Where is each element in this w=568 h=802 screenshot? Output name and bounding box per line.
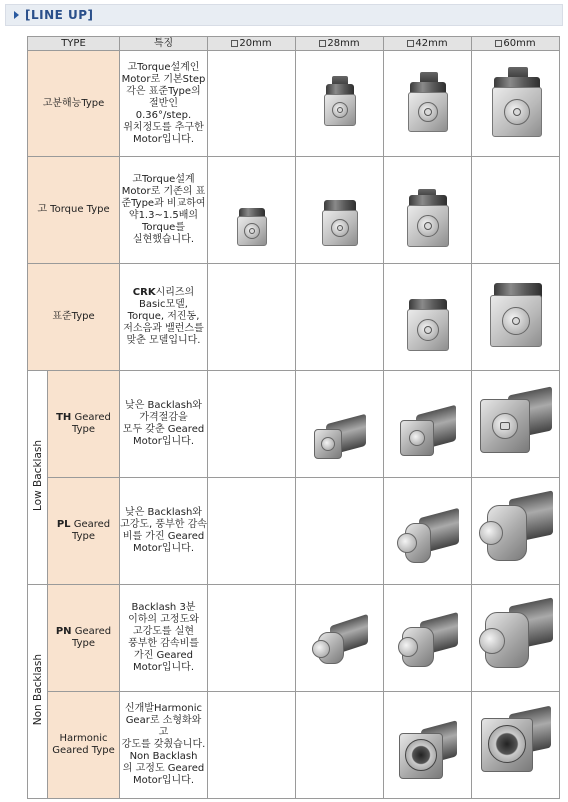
motor-image xyxy=(472,51,560,157)
table-row xyxy=(28,371,560,478)
cell-empty xyxy=(208,264,296,371)
table-row xyxy=(28,264,560,371)
type-label: PL Geared Type xyxy=(48,478,120,585)
type-label: TH Geared Type xyxy=(48,371,120,478)
motor-image xyxy=(384,264,472,371)
cell-empty xyxy=(208,478,296,585)
feature-description: CRK시리즈의 Basic모델, Torque, 저진동, 저소음과 밸런스를 맞춘 모델입니다. xyxy=(120,264,208,371)
square-icon xyxy=(319,40,326,47)
motor-image xyxy=(296,157,384,264)
type-label: PN Geared Type xyxy=(48,585,120,692)
geared-motor-image xyxy=(296,371,384,478)
table-row xyxy=(28,51,560,157)
section-title: [LINE UP] xyxy=(25,8,94,22)
feature-description: 낮은 Backlash와 가격절감을 모두 갖춘 Geared Motor입니다. xyxy=(120,371,208,478)
table-row xyxy=(28,585,560,692)
cell-empty xyxy=(296,478,384,585)
column-header-feature: 특징 xyxy=(120,37,208,51)
cell-empty xyxy=(208,692,296,799)
group-label-low-backlash: Low Backlash xyxy=(28,371,48,585)
column-header-28mm: 28mm xyxy=(296,37,384,51)
feature-description: Backlash 3분 이하의 고정도와 고강도를 실현 풍부한 감속비를 가진 Geared Motor입니다. xyxy=(120,585,208,692)
square-icon xyxy=(407,40,414,47)
geared-motor-image xyxy=(472,478,560,585)
table-row xyxy=(28,692,560,799)
square-icon xyxy=(231,40,238,47)
table-row xyxy=(28,157,560,264)
cell-empty xyxy=(296,692,384,799)
motor-image xyxy=(472,264,560,371)
geared-motor-image xyxy=(472,371,560,478)
section-header xyxy=(5,4,563,26)
type-label: 고분해능Type xyxy=(28,51,120,157)
type-label: Harmonic Geared Type xyxy=(48,692,120,799)
table-header-row xyxy=(28,37,560,51)
cell-empty xyxy=(472,157,560,264)
column-header-42mm: 42mm xyxy=(384,37,472,51)
harmonic-motor-image xyxy=(384,692,472,799)
motor-image xyxy=(384,157,472,264)
motor-image xyxy=(384,51,472,157)
geared-motor-image xyxy=(296,585,384,692)
column-header-type: TYPE xyxy=(28,37,120,51)
feature-description: 신개발Harmonic Gear로 소형화와 고 강도를 갖췄습니다. Non Backlash 의 고정도 Geared Motor입니다. xyxy=(120,692,208,799)
group-label-non-backlash: Non Backlash xyxy=(28,585,48,799)
type-label: 고 Torque Type xyxy=(28,157,120,264)
type-label: 표준Type xyxy=(28,264,120,371)
cell-empty xyxy=(296,264,384,371)
motor-image xyxy=(208,157,296,264)
table-row xyxy=(28,478,560,585)
motor-image xyxy=(296,51,384,157)
feature-description: 낮은 Backlash와 고강도, 풍부한 감속 비를 가진 Geared Motor입니다. xyxy=(120,478,208,585)
geared-motor-image xyxy=(384,371,472,478)
geared-motor-image xyxy=(472,585,560,692)
geared-motor-image xyxy=(384,585,472,692)
feature-description: 고Torque설계 Motor로 기존의 표 준Type과 비교하여 약1.3~1.5배의 Torque를 실현했습니다. xyxy=(120,157,208,264)
cell-empty xyxy=(208,51,296,157)
arrow-right-icon xyxy=(14,11,19,19)
column-header-20mm: 20mm xyxy=(208,37,296,51)
geared-motor-image xyxy=(384,478,472,585)
feature-description: 고Torque설계인 Motor로 기본Step 각은 표준Type의 절반인 0.36°/step. 위치정도를 추구한 Motor입니다. xyxy=(120,51,208,157)
cell-empty xyxy=(208,371,296,478)
column-header-60mm: 60mm xyxy=(472,37,560,51)
square-icon xyxy=(495,40,502,47)
lineup-table xyxy=(27,36,560,799)
harmonic-motor-image xyxy=(472,692,560,799)
cell-empty xyxy=(208,585,296,692)
